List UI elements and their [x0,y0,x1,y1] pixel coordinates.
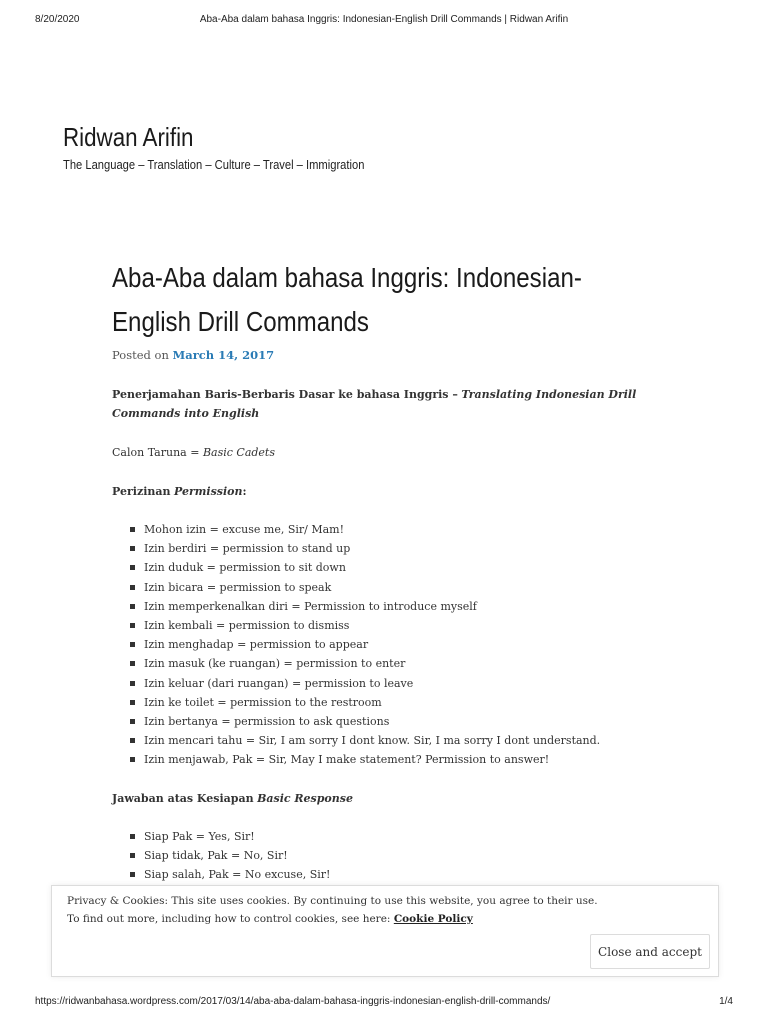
intro-italic: Translating Indonesian Drill Commands into English [112,388,637,420]
list-item: Izin kembali = permission to dismiss [112,616,600,635]
section2-bold: Jawaban atas Kesiapan [112,792,254,805]
intro-bold: Penerjamahan Baris-Berbaris Dasar ke bahasa Inggris – [112,388,458,401]
permission-list [112,520,600,769]
section2-italic: Basic Response [257,792,353,805]
cookie-policy-link[interactable]: Cookie Policy [393,913,473,925]
calon-text: Calon Taruna = [112,446,200,459]
list-item: Izin menjawab, Pak = Sir, May I make statement? Permission to answer! [112,750,600,769]
site-title[interactable]: Ridwan Arifin [63,122,194,152]
section1-bold: Perizinan [112,485,171,498]
posted-on-label: Posted on [112,348,169,362]
list-item: Izin bicara = permission to speak [112,578,600,597]
post-date-link[interactable]: March 14, 2017 [172,348,275,362]
list-item: Izin duduk = permission to sit down [112,558,600,577]
cookie-line-2 [67,910,598,928]
cookie-line-2-text: To find out more, including how to control cookies, see here: [67,913,391,925]
list-item: Siap salah, Pak = No excuse, Sir! [112,865,330,884]
section-heading-basic-response [112,789,353,808]
print-header [0,14,768,28]
list-item: Izin berdiri = permission to stand up [112,539,600,558]
cookie-text [67,892,598,928]
cookie-line-1: Privacy & Cookies: This site uses cookies. By continuing to use this website, you agree to their use. [67,895,598,907]
print-date: 8/20/2020 [35,14,80,25]
list-item: Izin mencari tahu = Sir, I am sorry I dont know. Sir, I ma sorry I dont understand. [112,731,600,750]
list-item: Siap Pak = Yes, Sir! [112,827,330,846]
site-description: The Language – Translation – Culture – Travel – Immigration [63,157,365,172]
list-item: Siap tidak, Pak = No, Sir! [112,846,330,865]
calon-italic: Basic Cadets [202,446,275,459]
section1-colon: : [242,485,247,498]
intro-paragraph [112,385,657,423]
list-item: Mohon izin = excuse me, Sir/ Mam! [112,520,600,539]
print-url: https://ridwanbahasa.wordpress.com/2017/03/14/aba-aba-dalam-bahasa-inggris-indonesian-english-drill-commands/ [35,996,551,1007]
post-title: Aba-Aba dalam bahasa Inggris: Indonesian-English Drill Commands [112,262,582,337]
list-item: Izin ke toilet = permission to the restroom [112,693,600,712]
calon-paragraph [112,443,275,462]
list-item: Izin masuk (ke ruangan) = permission to enter [112,654,600,673]
section1-italic: Permission [174,485,243,498]
print-doc-title: Aba-Aba dalam bahasa Inggris: Indonesian-English Drill Commands | Ridwan Arifin [199,14,569,25]
print-footer [0,996,768,1010]
list-item: Izin bertanya = permission to ask questions [112,712,600,731]
basic-response-list [112,827,330,885]
list-item: Izin keluar (dari ruangan) = permission to leave [112,674,600,693]
close-and-accept-button[interactable]: Close and accept [590,934,710,969]
post-meta [112,348,274,362]
print-page-number: 1/4 [719,996,733,1007]
list-item: Izin memperkenalkan diri = Permission to introduce myself [112,597,600,616]
cookie-banner [51,885,719,977]
section-heading-permission [112,482,247,501]
list-item: Izin menghadap = permission to appear [112,635,600,654]
